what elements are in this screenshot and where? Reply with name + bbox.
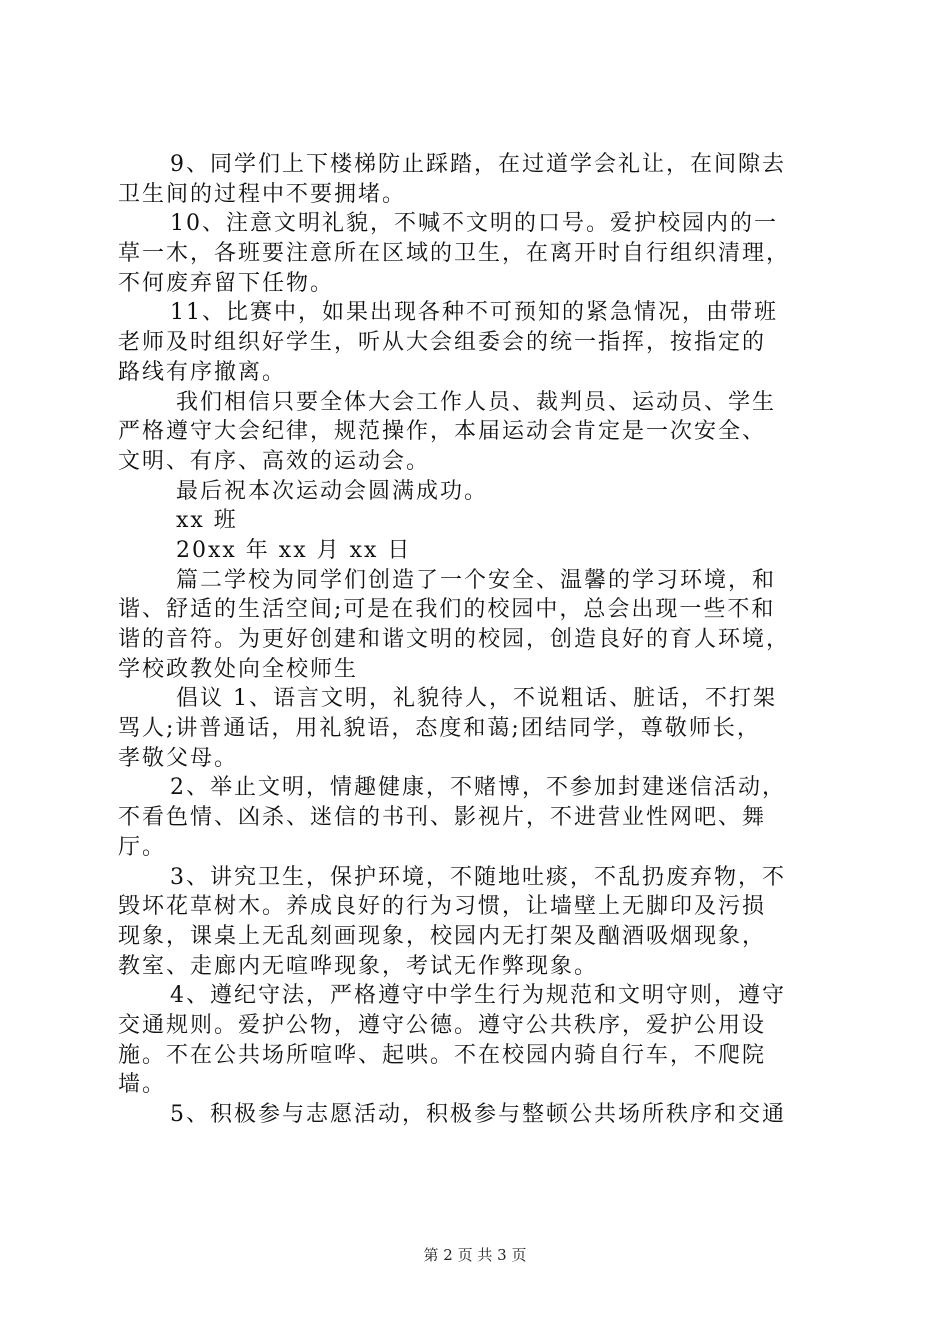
text-line: 卫生间的过程中不要拥堵。 (118, 181, 407, 207)
text-line: 谐的音符。为更好创建和谐文明的校园，创造良好的育人环境， (118, 627, 791, 652)
text-line: 文明、有序、高效的运动会。 (118, 448, 431, 474)
text-line: 孝敬父母。 (118, 745, 239, 771)
text-line: 骂人;讲普通话，用礼貌语，态度和蔼;团结同学，尊敬师长， (118, 716, 761, 742)
text-line: 我们相信只要全体大会工作人员、裁判员、运动员、学生 (176, 389, 777, 415)
text-line: 5、积极参与志愿活动，积极参与整顿公共场所秩序和交通 (170, 1102, 786, 1127)
text-line: 不何废弃留下任物。 (118, 270, 335, 296)
document-body (118, 150, 838, 1130)
text-line: 毁坏花草树木。养成良好的行为习惯，让墙壁上无脚印及污损 (118, 894, 767, 920)
text-line: 20xx 年 xx 月 xx 日 (176, 537, 412, 563)
text-line: 施。不在公共场所喧哗、起哄。不在校园内骑自行车，不爬院 (118, 1042, 767, 1068)
text-line: xx 班 (176, 508, 238, 534)
text-line: 交通规则。爱护公物，遵守公德。遵守公共秩序，爱护公用设 (118, 1012, 767, 1038)
text-line: 老师及时组织好学生，听从大会组委会的统一指挥，按指定的 (118, 330, 767, 356)
text-line: 2、举止文明，情趣健康，不赌博，不参加封建迷信活动， (170, 775, 786, 801)
text-line: 墙。 (118, 1072, 167, 1098)
text-line: 现象，课桌上无乱刻画现象，校园内无打架及酗酒吸烟现象， (118, 923, 767, 949)
text-line: 倡议 1、语言文明，礼貌待人，不说粗话、脏话，不打架 (176, 686, 777, 712)
text-line: 3、讲究卫生，保护环境，不随地吐痰，不乱扔废弃物，不 (170, 864, 786, 890)
text-line: 厅。 (118, 834, 167, 860)
text-line: 4、遵纪守法，严格遵守中学生行为规范和文明守则，遵守 (170, 983, 786, 1009)
text-line: 严格遵守大会纪律，规范操作，本届运动会肯定是一次安全、 (118, 419, 767, 445)
text-line: 教室、走廊内无喧哗现象，考试无作弊现象。 (118, 953, 599, 979)
text-line: 路线有序撤离。 (118, 359, 287, 385)
page-number-footer: 第 2 页 共 3 页 (423, 1246, 527, 1264)
text-line: 最后祝本次运动会圆满成功。 (176, 478, 489, 504)
text-line: 10、注意文明礼貌，不喊不文明的口号。爱护校园内的一 (170, 211, 778, 237)
text-line: 9、同学们上下楼梯防止踩踏，在过道学会礼让，在间隙去 (170, 152, 786, 177)
text-line: 学校政教处向全校师生 (118, 656, 359, 682)
text-line: 不看色情、凶杀、迷信的书刊、影视片，不进营业性网吧、舞 (118, 805, 767, 831)
text-line: 11、比赛中，如果出现各种不可预知的紧急情况，由带班 (170, 300, 778, 326)
text-line: 草一木，各班要注意所在区域的卫生，在离开时自行组织清理， (118, 241, 791, 267)
text-line: 篇二学校为同学们创造了一个安全、温馨的学习环境，和 (176, 567, 777, 593)
text-line: 谐、舒适的生活空间;可是在我们的校园中，总会出现一些不和 (118, 597, 776, 623)
